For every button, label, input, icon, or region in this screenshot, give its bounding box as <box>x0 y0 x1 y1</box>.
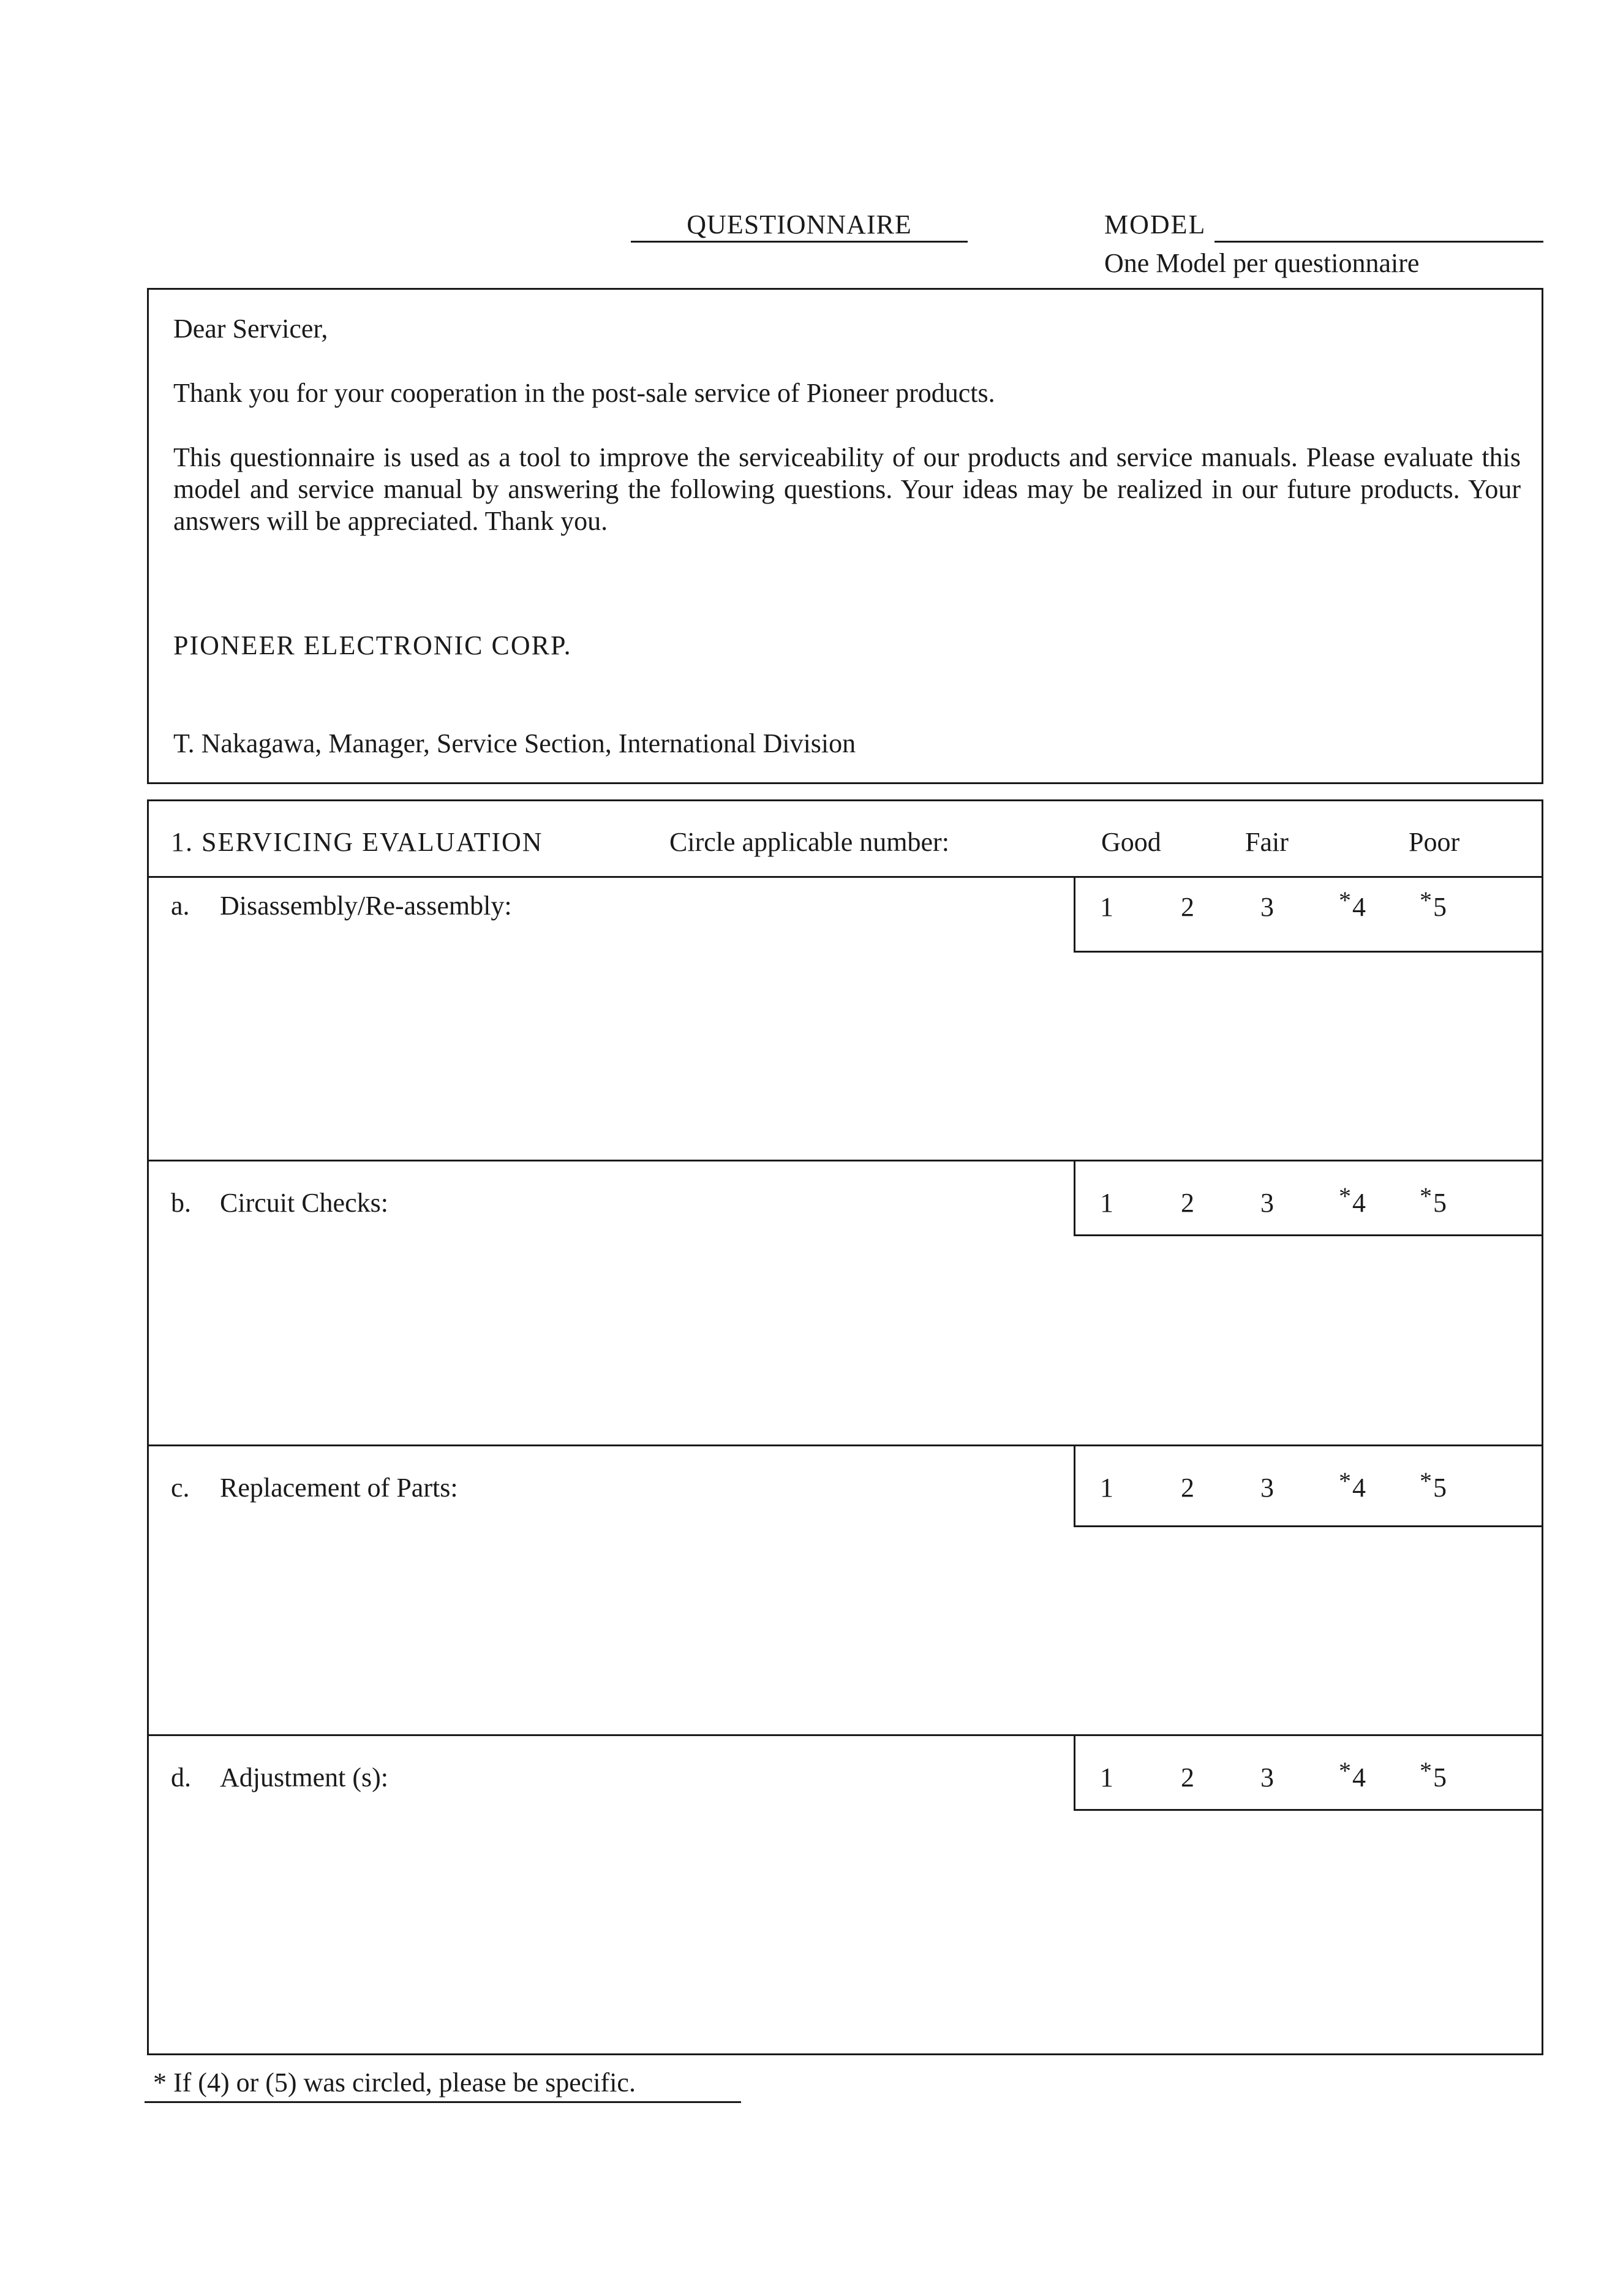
rating-1[interactable]: 1 <box>1100 1762 1113 1792</box>
asterisk-marker: * <box>1420 1467 1432 1495</box>
row-label <box>171 1475 458 1501</box>
rating-scale <box>1074 1161 1542 1236</box>
scale-label-good: Good <box>1101 827 1161 857</box>
letter-body: This questionnaire is used as a tool to improve the serviceability of our products and service manuals. Please evaluate this model and service manual by answering the following questions. Your ideas may be realized in our future products. Your answers will be appreciated. Thank you. <box>173 442 1521 536</box>
servicing-evaluation-table <box>147 799 1543 2055</box>
evaluation-row-b <box>149 1161 1542 1444</box>
scale-label-poor: Poor <box>1409 827 1460 857</box>
model-input-line[interactable] <box>1214 241 1543 243</box>
asterisk-marker: * <box>1420 1757 1432 1784</box>
evaluation-row-d <box>149 1736 1542 2053</box>
rating-1[interactable]: 1 <box>1100 1188 1113 1218</box>
letter-greeting: Dear Servicer, <box>173 314 328 344</box>
footnote: * If (4) or (5) was circled, please be specific. <box>153 2068 636 2098</box>
letter-box <box>147 288 1543 784</box>
rating-3[interactable]: 3 <box>1260 892 1274 922</box>
rating-4[interactable]: *4 <box>1339 1182 1366 1218</box>
rating-4[interactable]: *4 <box>1339 1467 1366 1503</box>
title-underline <box>631 241 968 243</box>
company-name: PIONEER ELECTRONIC CORP. <box>173 630 572 660</box>
rating-scale <box>1074 1446 1542 1527</box>
row-text: Disassembly/Re-assembly: <box>220 891 512 921</box>
asterisk-marker: * <box>1339 1467 1351 1495</box>
asterisk-marker: * <box>1339 1757 1351 1784</box>
rating-3[interactable]: 3 <box>1260 1188 1274 1218</box>
row-label <box>171 1764 388 1791</box>
questionnaire-title: QUESTIONNAIRE <box>687 210 912 240</box>
rating-5[interactable]: *5 <box>1420 1757 1447 1792</box>
rating-2[interactable]: 2 <box>1181 892 1194 922</box>
asterisk-marker: * <box>1420 886 1432 914</box>
rating-2[interactable]: 2 <box>1181 1473 1194 1503</box>
row-letter: c. <box>171 1473 190 1503</box>
rating-5[interactable]: *5 <box>1420 1182 1447 1218</box>
rating-5[interactable]: *5 <box>1420 1467 1447 1503</box>
row-label <box>171 1190 388 1217</box>
rating-2[interactable]: 2 <box>1181 1762 1194 1792</box>
rating-4[interactable]: *4 <box>1339 1757 1366 1792</box>
rating-scale <box>1074 1736 1542 1811</box>
model-note: One Model per questionnaire <box>1104 248 1420 278</box>
section-title: 1. SERVICING EVALUATION <box>171 827 543 857</box>
scale-label-fair: Fair <box>1245 827 1289 857</box>
asterisk-marker: * <box>1339 1182 1351 1210</box>
rating-2[interactable]: 2 <box>1181 1188 1194 1218</box>
letter-signature: T. Nakagawa, Manager, Service Section, International Division <box>173 728 856 758</box>
row-letter: a. <box>171 891 190 921</box>
rating-3[interactable]: 3 <box>1260 1762 1274 1792</box>
rating-scale <box>1074 878 1542 953</box>
rating-1[interactable]: 1 <box>1100 892 1113 922</box>
asterisk-marker: * <box>1420 1182 1432 1210</box>
evaluation-row-c <box>149 1446 1542 1734</box>
model-label: MODEL <box>1104 210 1207 240</box>
rating-5[interactable]: *5 <box>1420 886 1447 922</box>
row-text: Replacement of Parts: <box>220 1473 458 1503</box>
row-text: Adjustment (s): <box>220 1762 388 1792</box>
footnote-underline <box>145 2101 741 2103</box>
row-letter: b. <box>171 1188 191 1218</box>
evaluation-row-a <box>149 878 1542 1160</box>
circle-instruction: Circle applicable number: <box>669 827 949 857</box>
rating-3[interactable]: 3 <box>1260 1473 1274 1503</box>
rating-1[interactable]: 1 <box>1100 1473 1113 1503</box>
row-text: Circuit Checks: <box>220 1188 388 1218</box>
row-letter: d. <box>171 1762 191 1792</box>
letter-thanks: Thank you for your cooperation in the post-sale service of Pioneer products. <box>173 378 995 408</box>
asterisk-marker: * <box>1339 886 1351 914</box>
row-label <box>171 893 512 920</box>
rating-4[interactable]: *4 <box>1339 886 1366 922</box>
